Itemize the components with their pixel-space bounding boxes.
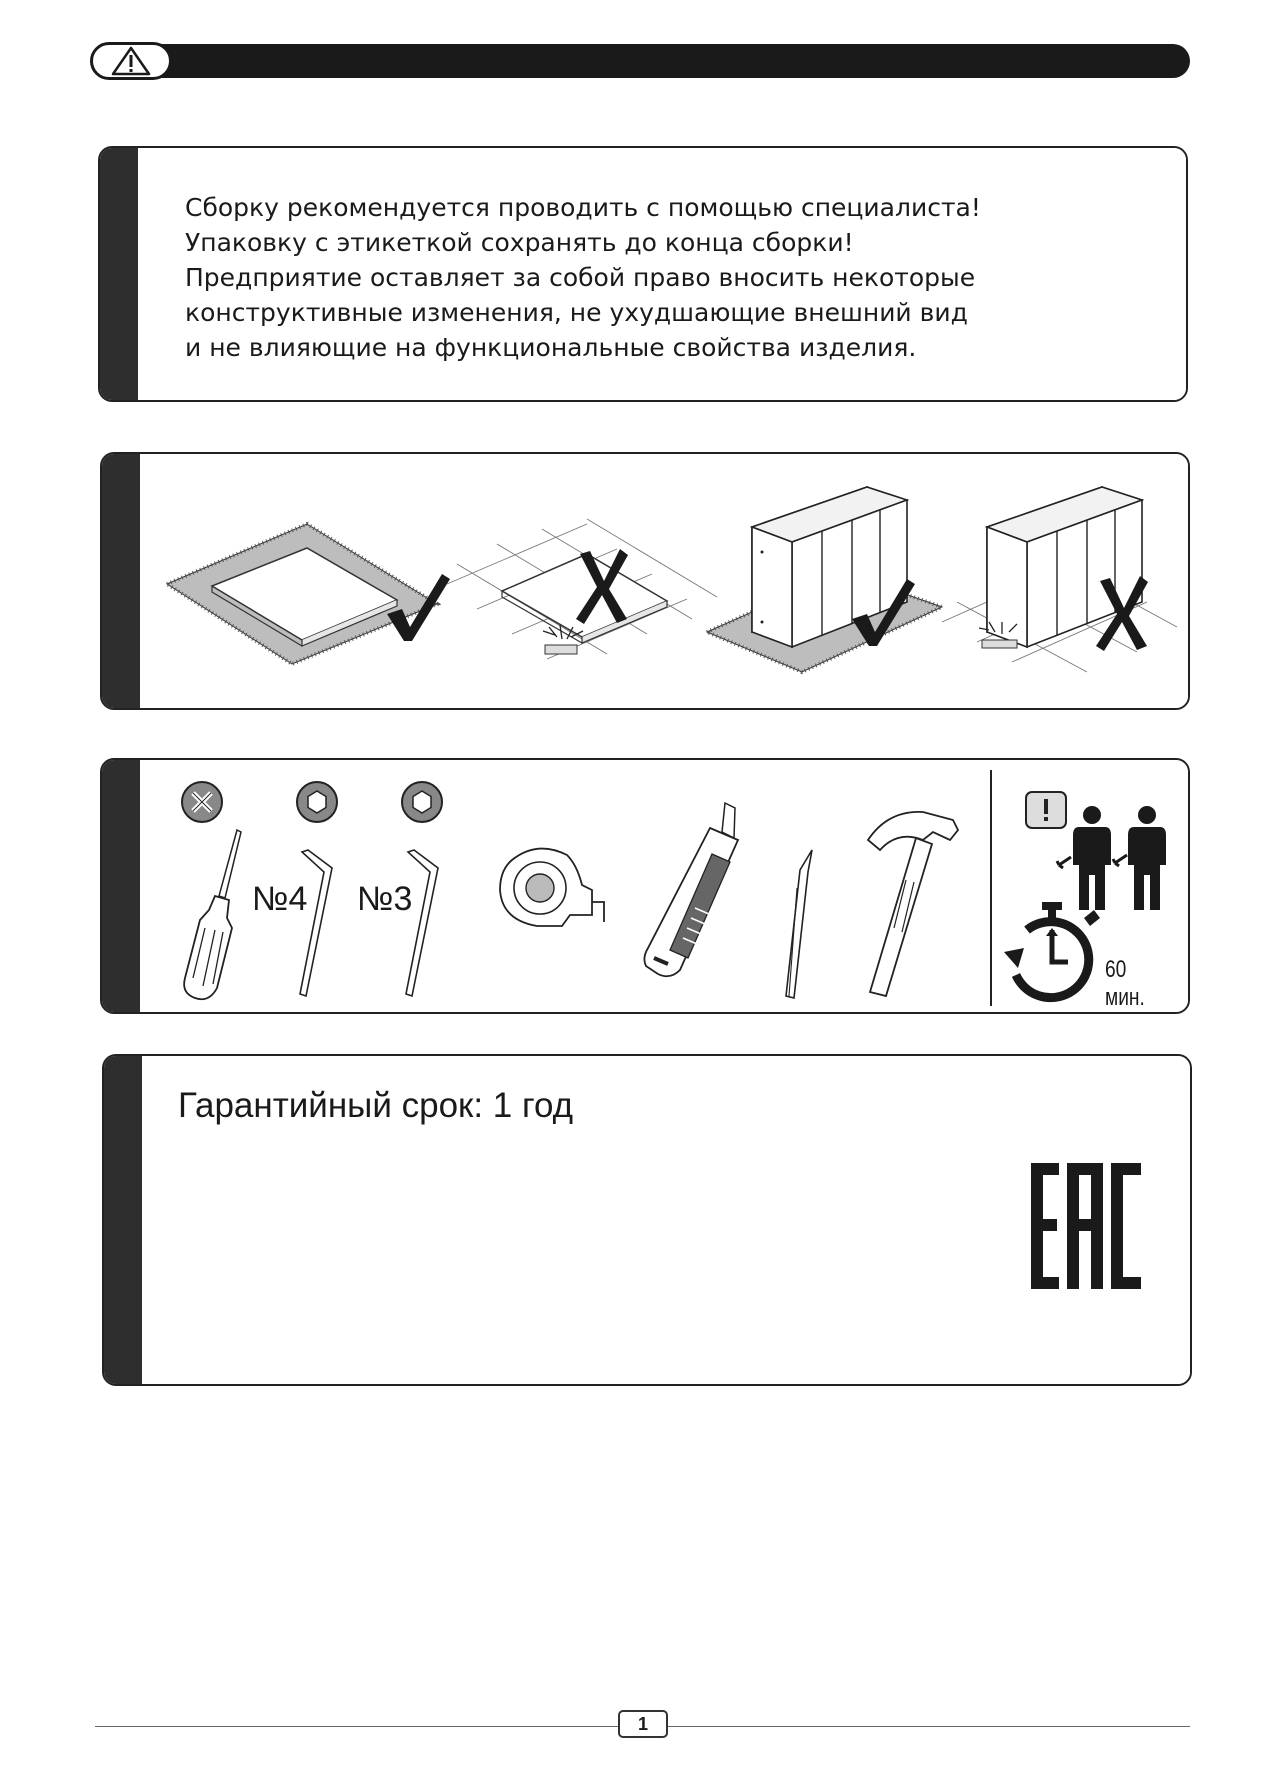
hex-socket-head-icon [400, 780, 444, 824]
cross-mark-icon [1092, 576, 1152, 651]
notice-line: конструктивные изменения, не ухудшающие внешний вид [185, 298, 968, 327]
two-people-icon [1057, 805, 1177, 915]
hex-key-icon [292, 848, 342, 998]
panel-spine [100, 148, 138, 400]
notice-panel [98, 146, 1188, 402]
warranty-panel [102, 1054, 1192, 1386]
page-number: 1 [618, 1710, 668, 1738]
phillips-screwdriver-icon [177, 828, 252, 1003]
assembly-time-label: 60 мин. [1105, 956, 1145, 1011]
notice-line: Сборку рекомендуется проводить с помощью специалиста! [185, 193, 981, 222]
tools-panel [100, 758, 1190, 1014]
header-bar [90, 42, 1190, 80]
utility-knife-icon [640, 798, 750, 983]
panel-spine [104, 1056, 142, 1384]
stopwatch-icon [1002, 900, 1102, 1005]
hex-key-size-label: №3 [357, 880, 413, 918]
tools-divider [990, 770, 992, 1006]
pencil-icon [768, 848, 818, 1003]
notice-line: Упаковку с этикеткой сохранять до конца сборки! [185, 228, 854, 257]
notice-line: Предприятие оставляет за собой право вносить некоторые [185, 263, 976, 292]
cross-mark-icon [572, 549, 632, 624]
hex-key-icon [398, 848, 448, 998]
panel-spine [102, 760, 140, 1012]
warranty-text: Гарантийный срок: 1 год [178, 1086, 574, 1125]
warning-triangle-icon [111, 46, 151, 76]
phillips-screw-head-icon [180, 780, 224, 824]
hammer-icon [858, 800, 973, 1000]
notice-line: и не влияющие на функциональные свойства изделия. [185, 333, 917, 362]
header-stripe [130, 44, 1190, 78]
tape-measure-icon [492, 840, 612, 950]
warning-badge [90, 42, 172, 80]
panel-spine [102, 454, 140, 708]
hex-key-size-label: №4 [252, 880, 308, 918]
notice-text [185, 190, 981, 365]
assembly-surfaces-panel [100, 452, 1190, 710]
eac-mark-icon [1029, 1161, 1149, 1291]
check-mark-icon [847, 574, 917, 649]
hex-socket-head-icon [295, 780, 339, 824]
